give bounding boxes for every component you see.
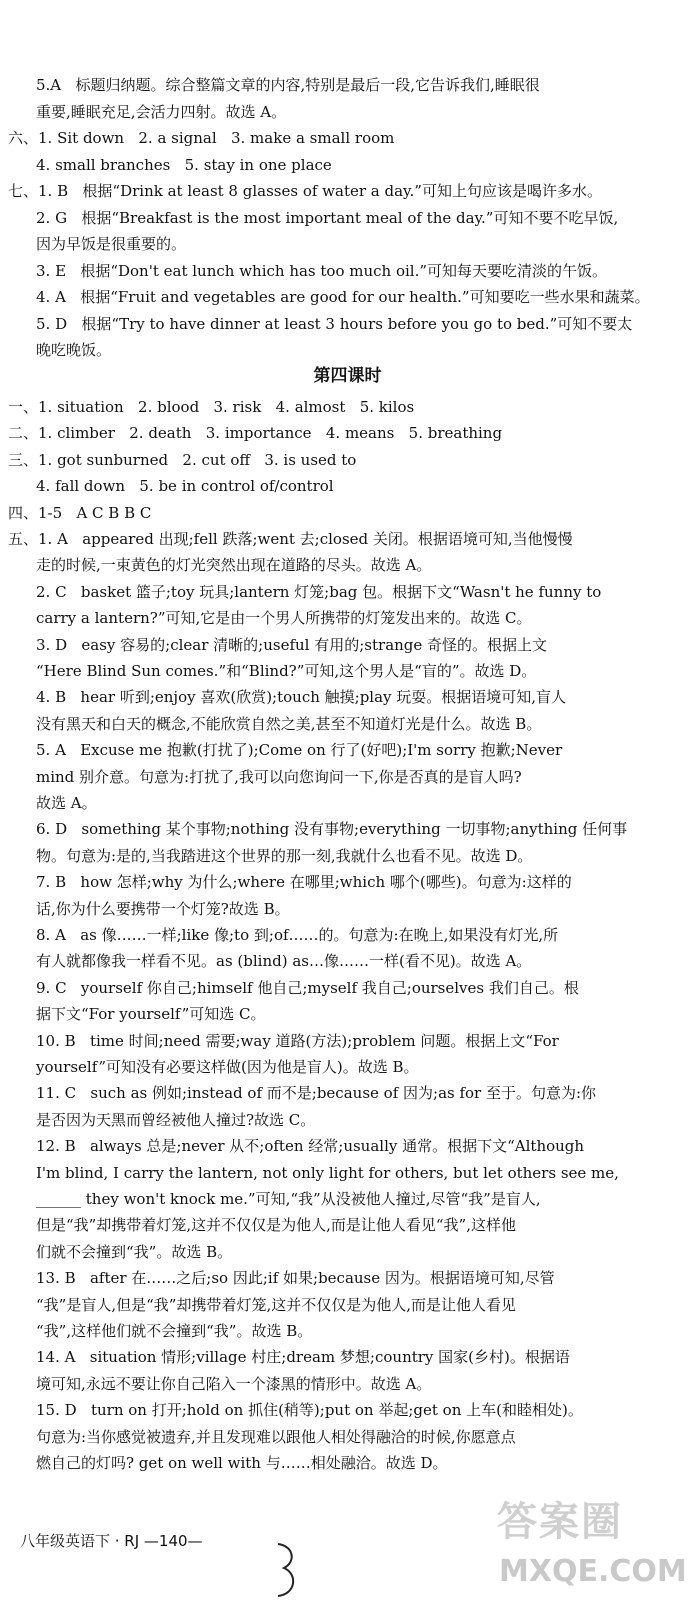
answer-line: carry a lantern?”可知,它是由一个男人所携带的灯笼发出来的。故选 C。 [36, 609, 532, 628]
answer-line: “我”是盲人,但是“我”却携带着灯笼,这并不仅仅是为他人,而是让他人看见 [36, 1295, 516, 1314]
answer-line: 境可知,永远不要让你自己陷入一个漆黑的情形中。故选 A。 [36, 1374, 432, 1393]
answer-line: 7. B how 怎样;why 为什么;where 在哪里;which 哪个(哪些)。句意为:这样的 [36, 873, 572, 892]
answer-line: 5.A 标题归纳题。综合整篇文章的内容,特别是最后一段,它告诉我们,睡眠很 [36, 76, 540, 94]
section-heading: 第四课时 [313, 366, 382, 386]
answer-line: 4. A 根据“Fruit and vegetables are good for our health.”可知要吃一些水果和蔬菜。 [36, 288, 650, 306]
answer-line: 故选 A。 [36, 794, 97, 812]
watermark [497, 1490, 687, 1598]
answer-line: 11. C such as 例如;instead of 而不是;because of 因为;as for 至于。句意为:你 [36, 1084, 597, 1103]
answer-line: yourself”可知没有必要这样做(因为他是盲人)。故选 B。 [36, 1058, 419, 1076]
answer-line: 三、1. got sunburned 2. cut off 3. is used to [8, 450, 357, 469]
answer-line: “Here Blind Sun comes.”和“Blind?”可知,这个男人是“盲的”。故选 D。 [36, 662, 537, 680]
answer-line: 13. B after 在……之后;so 因此;if 如果;because 因为。根据语境可知,尽管 [36, 1269, 555, 1288]
answer-line: “我”,这样他们就不会撞到“我”。故选 B。 [36, 1322, 313, 1340]
answer-line: 燃自己的灯吗? get on well with 与……相处融洽。故选 D。 [36, 1454, 448, 1472]
answer-line: 4. B hear 听到;enjoy 喜欢(欣赏);touch 触摸;play 玩耍。根据语境可知,盲人 [36, 688, 567, 707]
watermark-stamp: 答案圈 [497, 1499, 623, 1545]
answer-line: 5. A Excuse me 抱歉(打扰了);Come on 行了(好吧);I'm sorry 抱歉;Never [36, 741, 563, 760]
answer-line: 9. C yourself 你自己;himself 他自己;myself 我自己;ourselves 我们自己。根 [36, 978, 579, 997]
answer-line: 3. E 根据“Don't eat lunch which has too much oil.”可知每天要吃清淡的午饭。 [36, 261, 608, 280]
answer-line: 4. fall down 5. be in control of/control [36, 477, 334, 496]
answer-line: 二、1. climber 2. death 3. importance 4. means 5. breathing [8, 424, 503, 443]
answer-line: 3. D easy 容易的;clear 清晰的;useful 有用的;strange 奇怪的。根据上文 [36, 635, 548, 654]
answer-line: 但是“我”却携带着灯笼,这并不仅仅是为他人,而是让他人看见“我”,这样他 [36, 1216, 516, 1235]
answer-line: 因为早饭是很重要的。 [36, 235, 187, 253]
answer-line: 12. B always 总是;never 从不;often 经常;usually 通常。根据下文“Although [36, 1137, 585, 1156]
answer-line: 没有黑天和白天的概念,不能欣赏自然之美,甚至不知道灯光是什么。故选 B。 [36, 714, 542, 733]
answer-line: 一、1. situation 2. blood 3. risk 4. almost 5. kilos [8, 398, 415, 416]
answer-line: 15. D turn on 打开;hold on 抓住(稍等);put on 举起;get on 上车(和睦相处)。 [36, 1401, 583, 1420]
answer-line: 六、1. Sit down 2. a signal 3. make a small room [8, 129, 395, 147]
answer-line: 据下文“For yourself”可知选 C。 [36, 1005, 266, 1024]
watermark-url: MXQE.COM [499, 1554, 687, 1589]
answer-line: 2. C basket 篮子;toy 玩具;lantern 灯笼;bag 包。根据下文“Wasn't he funny to [36, 582, 602, 601]
answer-line: 重要,睡眠充足,会活力四射。故选 A。 [36, 102, 287, 121]
page-footer: 八年级英语下 · RJ —140— [20, 1532, 203, 1550]
answer-line: 是否因为天黑而曾经被他人撞过?故选 C。 [36, 1110, 316, 1129]
answer-line: 有人就都像我一样看不见。as (blind) as…像……一样(看不见)。故选 A。 [36, 952, 532, 971]
answer-line: 2. G 根据“Breakfast is the most important meal of the day.”可知不要不吃早饭, [36, 208, 619, 227]
answer-line: 物。句意为:是的,当我踏进这个世界的那一刻,我就什么也看不见。故选 D。 [36, 846, 533, 865]
answer-line: 句意为:当你感觉被遗弃,并且发现难以跟他人相处得融洽的时候,你愿意点 [36, 1427, 516, 1446]
answer-line: 五、1. A appeared 出现;fell 跌落;went 去;closed 关闭。根据语境可知,当他慢慢 [8, 530, 573, 548]
answer-line: 10. B time 时间;need 需要;way 道路(方法);problem 问题。根据上文“For [36, 1031, 559, 1050]
answer-line: 4. small branches 5. stay in one place [36, 155, 332, 174]
answer-line: 晚吃晚饭。 [36, 341, 112, 359]
answer-line: 14. A situation 情形;village 村庄;dream 梦想;country 国家(乡村)。根据语 [36, 1348, 570, 1367]
answer-line: I'm blind, I carry the lantern, not only light for others, but let others see me, [36, 1163, 619, 1182]
answer-line: 四、1-5 A C B B C [8, 503, 152, 522]
answer-line: ______ they won't knock me.”可知,“我”从没被他人撞过,尽管“我”是盲人, [36, 1190, 541, 1208]
answer-line: mind 别介意。句意为:打扰了,我可以向您询问一下,你是否真的是盲人吗? [36, 767, 522, 786]
answer-line: 话,你为什么要携带一个灯笼?故选 B。 [36, 899, 290, 918]
answer-line: 8. A as 像……一样;like 像;to 到;of……的。句意为:在晚上,如果没有灯光,所 [36, 926, 559, 944]
handwritten-mark-icon [272, 1540, 302, 1600]
answer-line: 走的时候,一束黄色的灯光突然出现在道路的尽头。故选 A。 [36, 556, 432, 575]
answer-line: 七、1. B 根据“Drink at least 8 glasses of water a day.”可知上句应该是喝许多水。 [8, 182, 602, 200]
answer-line: 6. D something 某个事物;nothing 没有事物;everything 一切事物;anything 任何事 [36, 820, 628, 839]
answer-line: 5. D 根据“Try to have dinner at least 3 hours before you go to bed.”可知不要太 [36, 314, 633, 333]
answer-line: 们就不会撞到“我”。故选 B。 [36, 1242, 233, 1261]
